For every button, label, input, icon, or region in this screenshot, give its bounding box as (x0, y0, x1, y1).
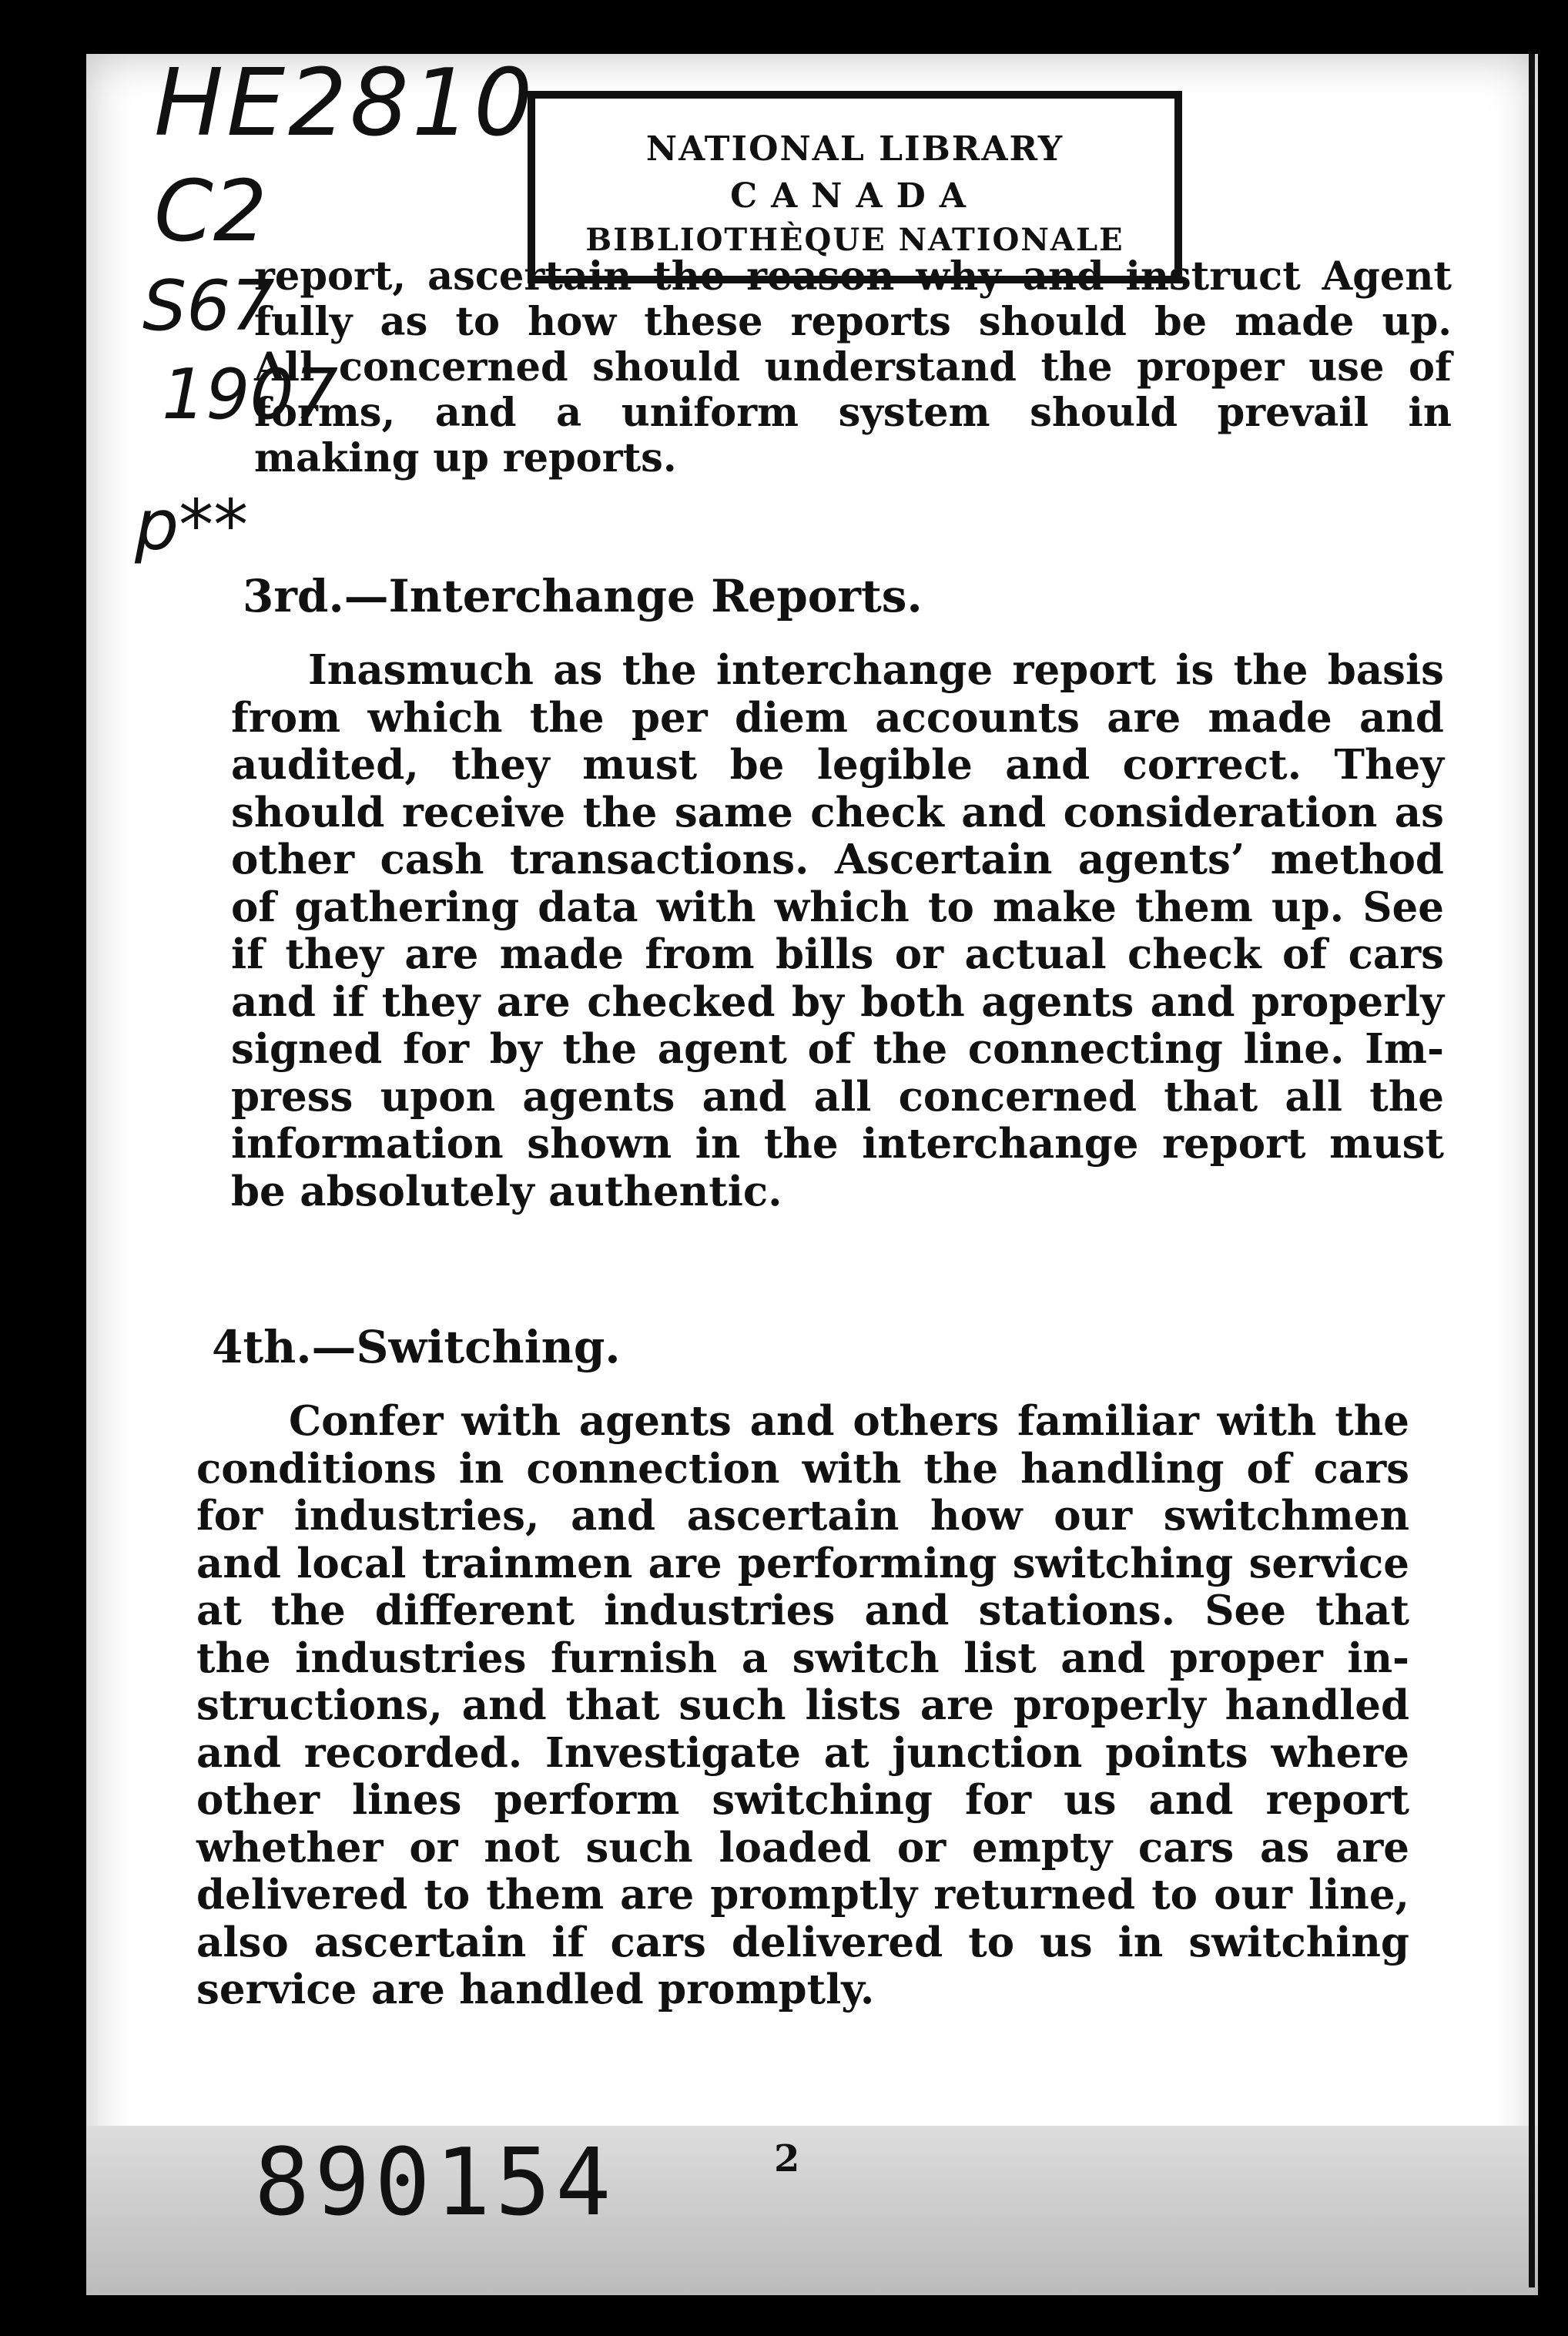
intro-line: All concerned should understand the proper use of (254, 344, 1452, 390)
stamp-line-3: BIBLIOTHÈQUE NATIONALE (585, 222, 1124, 258)
handwritten-call-number-4: 1907 (162, 354, 339, 435)
section-3-line: information shown in the interchange report must (231, 1120, 1444, 1168)
section-3-line: press upon agents and all concerned that all the (231, 1072, 1444, 1121)
page-number: 2 (774, 2137, 800, 2180)
intro-line: report, ascertain the reason why and instruct Agent (254, 253, 1452, 300)
intro-line: forms, and a uniform system should prevail in (254, 390, 1452, 436)
handwritten-call-number-3: S67 (142, 266, 275, 347)
intro-line: making up reports. (254, 435, 677, 481)
section-4-line: and local trainmen are performing switching service (196, 1539, 1409, 1587)
section-4-heading: 4th.—Switching. (212, 1321, 621, 1373)
section-4-line: structions, and that such lists are properly handled (196, 1681, 1409, 1729)
section-3-line: from which the per diem accounts are made and (231, 693, 1444, 742)
reel-number: 890154 (254, 2130, 616, 2237)
handwritten-call-number-5: p** (135, 485, 249, 566)
section-4-line: conditions in connection with the handling of cars (196, 1444, 1409, 1493)
page-edge (1529, 54, 1535, 2287)
intro-line: fully as to how these reports should be made up. (254, 299, 1452, 345)
section-3-line: signed for by the agent of the connecting line. Im- (231, 1025, 1444, 1073)
section-3-heading: 3rd.—Interchange Reports. (243, 570, 923, 622)
stamp-line-2: CANADA (730, 176, 980, 216)
section-4-line: whether or not such loaded or empty cars as are (196, 1823, 1409, 1872)
section-4-line: the industries furnish a switch list and proper in- (196, 1634, 1409, 1682)
section-4-paragraph (196, 1398, 1409, 2014)
section-3-line: and if they are checked by both agents and properly (231, 977, 1444, 1026)
section-4-line: at the different industries and stations. See that (196, 1587, 1409, 1634)
intro-paragraph (254, 254, 1452, 481)
section-4-line: Confer with agents and others familiar with the (289, 1397, 1409, 1445)
section-4-line: other lines perform switching for us and report (196, 1776, 1409, 1824)
section-4-line: for industries, and ascertain how our switchmen (196, 1492, 1409, 1540)
section-4-line: delivered to them are promptly returned to our line, (196, 1871, 1409, 1919)
section-4-line: service are handled promptly. (196, 1966, 875, 2013)
section-3-line: of gathering data with which to make them up. See (231, 883, 1444, 931)
section-3-line: should receive the same check and consideration as (231, 788, 1444, 836)
section-4-line: also ascertain if cars delivered to us in switching (196, 1918, 1409, 1966)
section-3-line: Inasmuch as the interchange report is the basis (308, 646, 1444, 694)
handwritten-call-number-2: C2 (154, 162, 267, 260)
section-3-line: be absolutely authentic. (231, 1167, 782, 1215)
stamp-line-1: NATIONAL LIBRARY (645, 129, 1064, 169)
section-3-paragraph (231, 647, 1444, 1215)
section-3-line: audited, they must be legible and correct. They (231, 741, 1444, 789)
section-3-line: if they are made from bills or actual check of cars (231, 930, 1444, 978)
handwritten-call-number-1: HE2810 (154, 50, 536, 157)
section-3-line: other cash transactions. Ascertain agents’ method (231, 836, 1444, 883)
section-4-line: and recorded. Investigate at junction points where (196, 1728, 1409, 1777)
